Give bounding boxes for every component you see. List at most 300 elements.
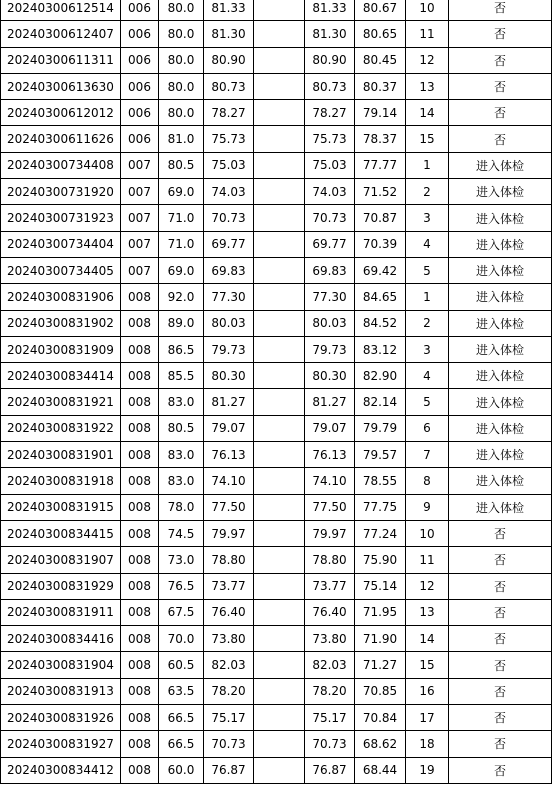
rank-cell: 2 [406, 310, 449, 336]
adjusted-score-cell: 78.80 [305, 547, 355, 573]
table-row [1, 442, 552, 468]
blank-cell [254, 520, 305, 546]
total-score-cell: 80.37 [355, 73, 406, 99]
interview-score-cell: 75.03 [204, 152, 254, 178]
candidate-id-cell: 20240300834415 [1, 520, 121, 546]
written-score-cell: 81.0 [159, 126, 204, 152]
candidate-id-cell: 20240300613630 [1, 73, 121, 99]
adjusted-score-cell: 80.90 [305, 47, 355, 73]
table-row [1, 21, 552, 47]
position-code-cell: 008 [121, 547, 159, 573]
table-row [1, 520, 552, 546]
interview-score-cell: 74.03 [204, 179, 254, 205]
table-row [1, 231, 552, 257]
candidate-id-cell: 20240300734408 [1, 152, 121, 178]
adjusted-score-cell: 80.03 [305, 310, 355, 336]
total-score-cell: 84.52 [355, 310, 406, 336]
total-score-cell: 69.42 [355, 257, 406, 283]
total-score-cell: 80.45 [355, 47, 406, 73]
total-score-cell: 68.62 [355, 731, 406, 757]
result-cell: 进入体检 [449, 442, 552, 468]
position-code-cell: 006 [121, 47, 159, 73]
adjusted-score-cell: 81.27 [305, 389, 355, 415]
total-score-cell: 77.77 [355, 152, 406, 178]
adjusted-score-cell: 82.03 [305, 652, 355, 678]
result-cell: 否 [449, 21, 552, 47]
interview-score-cell: 80.30 [204, 363, 254, 389]
table-row [1, 47, 552, 73]
written-score-cell: 76.5 [159, 573, 204, 599]
result-cell: 否 [449, 100, 552, 126]
result-cell: 否 [449, 126, 552, 152]
candidate-id-cell: 20240300831907 [1, 547, 121, 573]
position-code-cell: 007 [121, 231, 159, 257]
blank-cell [254, 73, 305, 99]
candidate-id-cell: 20240300612514 [1, 0, 121, 21]
result-cell: 进入体检 [449, 152, 552, 178]
position-code-cell: 008 [121, 494, 159, 520]
candidate-id-cell: 20240300611626 [1, 126, 121, 152]
rank-cell: 3 [406, 205, 449, 231]
adjusted-score-cell: 76.87 [305, 757, 355, 783]
rank-cell: 6 [406, 415, 449, 441]
rank-cell: 19 [406, 757, 449, 783]
adjusted-score-cell: 73.77 [305, 573, 355, 599]
position-code-cell: 007 [121, 179, 159, 205]
position-code-cell: 006 [121, 73, 159, 99]
adjusted-score-cell: 77.50 [305, 494, 355, 520]
rank-cell: 13 [406, 599, 449, 625]
blank-cell [254, 47, 305, 73]
blank-cell [254, 678, 305, 704]
written-score-cell: 83.0 [159, 389, 204, 415]
result-cell: 否 [449, 73, 552, 99]
table-row [1, 731, 552, 757]
rank-cell: 11 [406, 547, 449, 573]
rank-cell: 14 [406, 626, 449, 652]
blank-cell [254, 415, 305, 441]
written-score-cell: 70.0 [159, 626, 204, 652]
result-cell: 进入体检 [449, 336, 552, 362]
adjusted-score-cell: 74.10 [305, 468, 355, 494]
interview-score-cell: 78.20 [204, 678, 254, 704]
result-cell: 否 [449, 678, 552, 704]
blank-cell [254, 494, 305, 520]
written-score-cell: 80.0 [159, 47, 204, 73]
table-row [1, 678, 552, 704]
interview-score-cell: 79.07 [204, 415, 254, 441]
interview-score-cell: 75.73 [204, 126, 254, 152]
total-score-cell: 80.67 [355, 0, 406, 21]
written-score-cell: 66.5 [159, 731, 204, 757]
position-code-cell: 007 [121, 152, 159, 178]
blank-cell [254, 205, 305, 231]
written-score-cell: 73.0 [159, 547, 204, 573]
interview-score-cell: 78.80 [204, 547, 254, 573]
candidate-id-cell: 20240300731923 [1, 205, 121, 231]
rank-cell: 10 [406, 520, 449, 546]
blank-cell [254, 442, 305, 468]
table-row [1, 152, 552, 178]
result-cell: 否 [449, 573, 552, 599]
written-score-cell: 63.5 [159, 678, 204, 704]
total-score-cell: 77.24 [355, 520, 406, 546]
total-score-cell: 77.75 [355, 494, 406, 520]
blank-cell [254, 310, 305, 336]
rank-cell: 18 [406, 731, 449, 757]
candidate-id-cell: 20240300831921 [1, 389, 121, 415]
position-code-cell: 008 [121, 468, 159, 494]
candidate-id-cell: 20240300612407 [1, 21, 121, 47]
interview-score-cell: 75.17 [204, 705, 254, 731]
blank-cell [254, 284, 305, 310]
written-score-cell: 80.5 [159, 152, 204, 178]
written-score-cell: 78.0 [159, 494, 204, 520]
rank-cell: 3 [406, 336, 449, 362]
result-cell: 否 [449, 626, 552, 652]
interview-score-cell: 81.33 [204, 0, 254, 21]
total-score-cell: 82.14 [355, 389, 406, 415]
adjusted-score-cell: 73.80 [305, 626, 355, 652]
written-score-cell: 60.0 [159, 757, 204, 783]
adjusted-score-cell: 75.17 [305, 705, 355, 731]
table-row [1, 494, 552, 520]
table-row [1, 705, 552, 731]
rank-cell: 1 [406, 152, 449, 178]
position-code-cell: 006 [121, 21, 159, 47]
total-score-cell: 75.90 [355, 547, 406, 573]
candidate-id-cell: 20240300831909 [1, 336, 121, 362]
rank-cell: 12 [406, 573, 449, 599]
rank-cell: 8 [406, 468, 449, 494]
table-row [1, 205, 552, 231]
written-score-cell: 83.0 [159, 468, 204, 494]
table-row [1, 257, 552, 283]
total-score-cell: 83.12 [355, 336, 406, 362]
blank-cell [254, 573, 305, 599]
position-code-cell: 008 [121, 705, 159, 731]
adjusted-score-cell: 75.73 [305, 126, 355, 152]
table-row [1, 626, 552, 652]
candidate-id-cell: 20240300831901 [1, 442, 121, 468]
rank-cell: 1 [406, 284, 449, 310]
interview-score-cell: 80.90 [204, 47, 254, 73]
result-cell: 进入体检 [449, 363, 552, 389]
written-score-cell: 80.0 [159, 73, 204, 99]
rank-cell: 5 [406, 389, 449, 415]
result-cell: 进入体检 [449, 389, 552, 415]
candidate-id-cell: 20240300611311 [1, 47, 121, 73]
adjusted-score-cell: 76.13 [305, 442, 355, 468]
written-score-cell: 80.0 [159, 100, 204, 126]
written-score-cell: 89.0 [159, 310, 204, 336]
position-code-cell: 007 [121, 205, 159, 231]
adjusted-score-cell: 75.03 [305, 152, 355, 178]
blank-cell [254, 757, 305, 783]
adjusted-score-cell: 78.27 [305, 100, 355, 126]
table-row [1, 468, 552, 494]
table-row [1, 126, 552, 152]
interview-score-cell: 82.03 [204, 652, 254, 678]
written-score-cell: 80.0 [159, 21, 204, 47]
table-row [1, 757, 552, 783]
table-row [1, 284, 552, 310]
position-code-cell: 008 [121, 442, 159, 468]
blank-cell [254, 100, 305, 126]
rank-cell: 15 [406, 126, 449, 152]
blank-cell [254, 0, 305, 21]
blank-cell [254, 731, 305, 757]
interview-score-cell: 70.73 [204, 205, 254, 231]
total-score-cell: 71.27 [355, 652, 406, 678]
result-cell: 否 [449, 757, 552, 783]
result-cell: 进入体检 [449, 205, 552, 231]
blank-cell [254, 389, 305, 415]
rank-cell: 11 [406, 21, 449, 47]
result-cell: 否 [449, 705, 552, 731]
position-code-cell: 008 [121, 363, 159, 389]
position-code-cell: 008 [121, 310, 159, 336]
table-row [1, 389, 552, 415]
rank-cell: 5 [406, 257, 449, 283]
total-score-cell: 78.55 [355, 468, 406, 494]
position-code-cell: 006 [121, 126, 159, 152]
rank-cell: 13 [406, 73, 449, 99]
total-score-cell: 78.37 [355, 126, 406, 152]
position-code-cell: 008 [121, 652, 159, 678]
table-row [1, 100, 552, 126]
position-code-cell: 008 [121, 336, 159, 362]
interview-score-cell: 73.77 [204, 573, 254, 599]
interview-score-cell: 81.27 [204, 389, 254, 415]
result-cell: 否 [449, 731, 552, 757]
rank-cell: 4 [406, 363, 449, 389]
interview-score-cell: 78.27 [204, 100, 254, 126]
adjusted-score-cell: 79.07 [305, 415, 355, 441]
rank-cell: 17 [406, 705, 449, 731]
score-table-body [1, 0, 552, 783]
written-score-cell: 80.0 [159, 0, 204, 21]
candidate-id-cell: 20240300834412 [1, 757, 121, 783]
table-row [1, 599, 552, 625]
result-cell: 否 [449, 547, 552, 573]
candidate-id-cell: 20240300834414 [1, 363, 121, 389]
position-code-cell: 008 [121, 731, 159, 757]
rank-cell: 2 [406, 179, 449, 205]
written-score-cell: 66.5 [159, 705, 204, 731]
total-score-cell: 75.14 [355, 573, 406, 599]
written-score-cell: 92.0 [159, 284, 204, 310]
result-cell: 进入体检 [449, 494, 552, 520]
table-row [1, 573, 552, 599]
result-cell: 进入体检 [449, 284, 552, 310]
adjusted-score-cell: 81.30 [305, 21, 355, 47]
position-code-cell: 008 [121, 415, 159, 441]
blank-cell [254, 336, 305, 362]
written-score-cell: 71.0 [159, 231, 204, 257]
interview-score-cell: 73.80 [204, 626, 254, 652]
position-code-cell: 008 [121, 678, 159, 704]
blank-cell [254, 231, 305, 257]
candidate-id-cell: 20240300831911 [1, 599, 121, 625]
interview-score-cell: 81.30 [204, 21, 254, 47]
total-score-cell: 70.84 [355, 705, 406, 731]
rank-cell: 7 [406, 442, 449, 468]
adjusted-score-cell: 74.03 [305, 179, 355, 205]
written-score-cell: 60.5 [159, 652, 204, 678]
interview-score-cell: 69.83 [204, 257, 254, 283]
candidate-id-cell: 20240300734404 [1, 231, 121, 257]
interview-score-cell: 77.30 [204, 284, 254, 310]
position-code-cell: 006 [121, 100, 159, 126]
total-score-cell: 70.87 [355, 205, 406, 231]
table-row [1, 0, 552, 21]
interview-score-cell: 76.13 [204, 442, 254, 468]
position-code-cell: 008 [121, 573, 159, 599]
written-score-cell: 69.0 [159, 257, 204, 283]
blank-cell [254, 547, 305, 573]
candidate-id-cell: 20240300731920 [1, 179, 121, 205]
result-cell: 进入体检 [449, 257, 552, 283]
position-code-cell: 006 [121, 0, 159, 21]
result-cell: 否 [449, 0, 552, 21]
blank-cell [254, 652, 305, 678]
adjusted-score-cell: 77.30 [305, 284, 355, 310]
result-cell: 进入体检 [449, 468, 552, 494]
rank-cell: 15 [406, 652, 449, 678]
written-score-cell: 67.5 [159, 599, 204, 625]
table-row [1, 310, 552, 336]
total-score-cell: 82.90 [355, 363, 406, 389]
candidate-id-cell: 20240300612012 [1, 100, 121, 126]
total-score-cell: 79.57 [355, 442, 406, 468]
written-score-cell: 83.0 [159, 442, 204, 468]
adjusted-score-cell: 70.73 [305, 205, 355, 231]
total-score-cell: 70.85 [355, 678, 406, 704]
blank-cell [254, 179, 305, 205]
rank-cell: 10 [406, 0, 449, 21]
table-row [1, 336, 552, 362]
blank-cell [254, 468, 305, 494]
candidate-id-cell: 20240300831915 [1, 494, 121, 520]
interview-score-cell: 80.03 [204, 310, 254, 336]
interview-score-cell: 79.73 [204, 336, 254, 362]
rank-cell: 14 [406, 100, 449, 126]
position-code-cell: 007 [121, 257, 159, 283]
written-score-cell: 71.0 [159, 205, 204, 231]
adjusted-score-cell: 69.77 [305, 231, 355, 257]
blank-cell [254, 705, 305, 731]
result-cell: 否 [449, 652, 552, 678]
adjusted-score-cell: 78.20 [305, 678, 355, 704]
candidate-id-cell: 20240300734405 [1, 257, 121, 283]
adjusted-score-cell: 79.97 [305, 520, 355, 546]
result-cell: 进入体检 [449, 310, 552, 336]
blank-cell [254, 599, 305, 625]
total-score-cell: 71.90 [355, 626, 406, 652]
total-score-cell: 70.39 [355, 231, 406, 257]
result-cell: 进入体检 [449, 415, 552, 441]
blank-cell [254, 626, 305, 652]
adjusted-score-cell: 70.73 [305, 731, 355, 757]
total-score-cell: 84.65 [355, 284, 406, 310]
interview-score-cell: 74.10 [204, 468, 254, 494]
adjusted-score-cell: 81.33 [305, 0, 355, 21]
candidate-id-cell: 20240300831918 [1, 468, 121, 494]
adjusted-score-cell: 80.30 [305, 363, 355, 389]
adjusted-score-cell: 79.73 [305, 336, 355, 362]
written-score-cell: 85.5 [159, 363, 204, 389]
candidate-id-cell: 20240300834416 [1, 626, 121, 652]
candidate-id-cell: 20240300831913 [1, 678, 121, 704]
adjusted-score-cell: 80.73 [305, 73, 355, 99]
blank-cell [254, 21, 305, 47]
candidate-id-cell: 20240300831904 [1, 652, 121, 678]
position-code-cell: 008 [121, 389, 159, 415]
blank-cell [254, 257, 305, 283]
result-cell: 否 [449, 47, 552, 73]
interview-score-cell: 76.40 [204, 599, 254, 625]
result-cell: 进入体检 [449, 179, 552, 205]
candidate-id-cell: 20240300831926 [1, 705, 121, 731]
candidate-id-cell: 20240300831927 [1, 731, 121, 757]
table-row [1, 652, 552, 678]
written-score-cell: 86.5 [159, 336, 204, 362]
candidate-id-cell: 20240300831929 [1, 573, 121, 599]
position-code-cell: 008 [121, 520, 159, 546]
candidate-id-cell: 20240300831902 [1, 310, 121, 336]
adjusted-score-cell: 76.40 [305, 599, 355, 625]
position-code-cell: 008 [121, 626, 159, 652]
blank-cell [254, 363, 305, 389]
table-row [1, 415, 552, 441]
result-cell: 进入体检 [449, 231, 552, 257]
result-cell: 否 [449, 599, 552, 625]
written-score-cell: 69.0 [159, 179, 204, 205]
total-score-cell: 71.95 [355, 599, 406, 625]
written-score-cell: 74.5 [159, 520, 204, 546]
rank-cell: 9 [406, 494, 449, 520]
blank-cell [254, 126, 305, 152]
rank-cell: 12 [406, 47, 449, 73]
total-score-cell: 71.52 [355, 179, 406, 205]
table-row [1, 179, 552, 205]
written-score-cell: 80.5 [159, 415, 204, 441]
total-score-cell: 79.79 [355, 415, 406, 441]
position-code-cell: 008 [121, 599, 159, 625]
rank-cell: 4 [406, 231, 449, 257]
total-score-cell: 79.14 [355, 100, 406, 126]
interview-score-cell: 77.50 [204, 494, 254, 520]
rank-cell: 16 [406, 678, 449, 704]
table-row [1, 363, 552, 389]
interview-score-cell: 70.73 [204, 731, 254, 757]
position-code-cell: 008 [121, 757, 159, 783]
table-row [1, 73, 552, 99]
result-cell: 否 [449, 520, 552, 546]
interview-score-cell: 79.97 [204, 520, 254, 546]
adjusted-score-cell: 69.83 [305, 257, 355, 283]
interview-score-cell: 80.73 [204, 73, 254, 99]
candidate-id-cell: 20240300831922 [1, 415, 121, 441]
total-score-cell: 68.44 [355, 757, 406, 783]
position-code-cell: 008 [121, 284, 159, 310]
table-row [1, 547, 552, 573]
total-score-cell: 80.65 [355, 21, 406, 47]
interview-score-cell: 76.87 [204, 757, 254, 783]
blank-cell [254, 152, 305, 178]
candidate-id-cell: 20240300831906 [1, 284, 121, 310]
